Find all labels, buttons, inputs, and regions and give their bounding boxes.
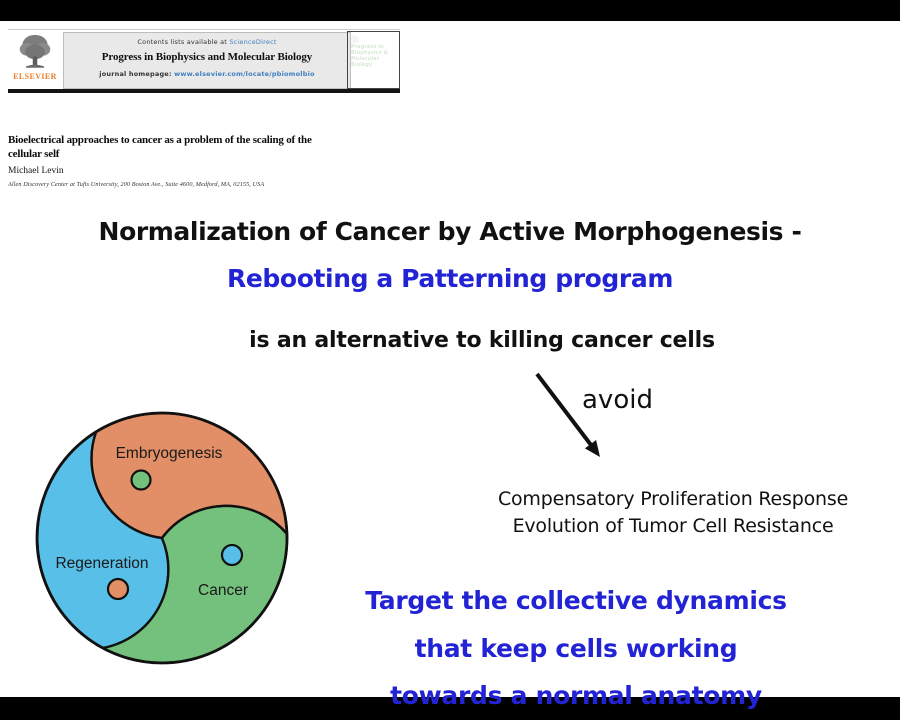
elsevier-tree-icon [17, 33, 53, 71]
slide-title-black: Normalization of Cancer by Active Morphogenesis - [98, 217, 802, 246]
embryogenesis-dot [132, 471, 151, 490]
paper-author: Michael Levin [8, 166, 64, 176]
slide-canvas [0, 21, 900, 710]
paper-title [8, 134, 312, 161]
embryogenesis-label: Embryogenesis [115, 445, 223, 462]
journal-cover-thumbnail [347, 31, 400, 89]
down-right-arrow-icon [520, 365, 620, 465]
slide-subtitle: is an alternative to killing cancer cells [249, 328, 715, 353]
journal-header [8, 29, 400, 92]
cover-title: Progress in Biophysics & Molecular Biology [351, 45, 389, 68]
homepage-line [64, 70, 350, 78]
elsevier-wordmark: ELSEVIER [13, 72, 57, 81]
paper-title-line1: Bioelectrical approaches to cancer as a problem of the scaling of the [8, 134, 312, 146]
contents-prefix: Contents lists available at [137, 38, 228, 46]
journal-name: Progress in Biophysics and Molecular Biology [101, 51, 313, 63]
elsevier-logo [8, 33, 62, 89]
slide-title-blue: Rebooting a Patterning program [227, 264, 673, 293]
regeneration-label: Regeneration [55, 555, 149, 572]
sciencedirect-link[interactable]: ScienceDirect [229, 38, 277, 46]
journal-banner [63, 32, 351, 89]
target-line: towards a normal anatomy [390, 681, 762, 710]
header-rule [8, 89, 400, 93]
paper-affiliation: Allen Discovery Center at Tufts University, 200 Boston Ave., Suite 4600, Medford, MA, 02155, USA [8, 181, 265, 188]
triskelion-diagram [32, 408, 292, 668]
avoid-item: Compensatory Proliferation Response [497, 488, 849, 510]
target-line: that keep cells working [414, 633, 738, 663]
cover-divider [351, 73, 396, 74]
target-line: Target the collective dynamics [365, 586, 787, 615]
regeneration-dot [108, 579, 128, 599]
cancer-label: Cancer [198, 582, 248, 599]
paper-title-line2: cellular self [8, 147, 60, 160]
homepage-url-link[interactable]: www.elsevier.com/locate/pbiomolbio [174, 70, 315, 78]
target-statement [346, 577, 806, 720]
homepage-label: journal homepage: [99, 70, 172, 78]
cover-divider [351, 78, 396, 79]
cancer-dot [222, 545, 242, 565]
avoid-item: Evolution of Tumor Cell Resistance [512, 515, 834, 537]
avoid-label: avoid [582, 385, 653, 415]
contents-line [64, 38, 350, 46]
avoid-consequences [473, 486, 873, 540]
cover-tree-icon [351, 35, 359, 43]
